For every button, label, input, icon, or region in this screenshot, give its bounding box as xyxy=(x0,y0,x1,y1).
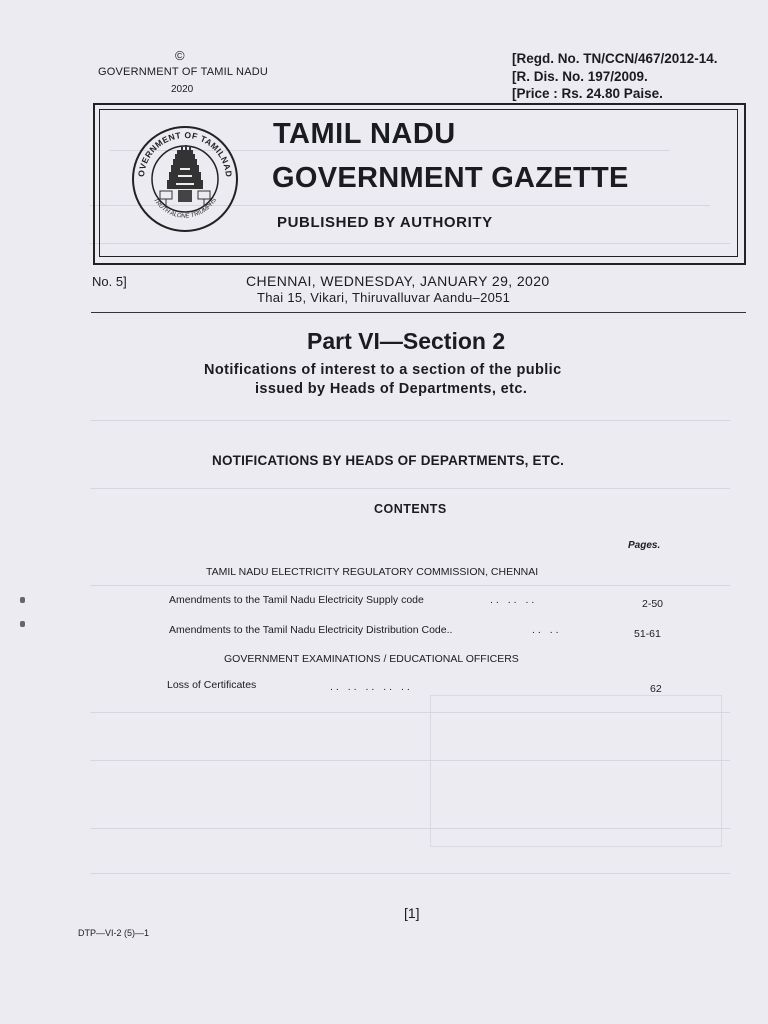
registration-block xyxy=(512,50,718,103)
margin-mark xyxy=(20,597,25,603)
leader-dots: .. .. xyxy=(532,624,562,636)
contents-entry-loss-of-certificates[interactable]: Loss of Certificates xyxy=(167,679,257,691)
part-subtitle-line1: Notifications of interest to a section of the public xyxy=(204,362,562,378)
dtp-code: DTP—VI-2 (5)—1 xyxy=(78,928,150,938)
copyright-symbol: © xyxy=(175,48,185,63)
show-through-rule xyxy=(90,873,730,874)
page-range-distribution-code: 51-61 xyxy=(634,628,661,640)
margin-mark xyxy=(20,621,25,627)
published-by-authority: PUBLISHED BY AUTHORITY xyxy=(277,214,493,231)
svg-text:TRUTH ALONE TRIUMPHS: TRUTH ALONE TRIUMPHS xyxy=(152,197,218,220)
page-number-loss-of-certificates: 62 xyxy=(650,683,662,695)
contents-heading: CONTENTS xyxy=(374,502,447,516)
issue-number: No. 5] xyxy=(92,274,127,289)
notifications-heading: NOTIFICATIONS BY HEADS OF DEPARTMENTS, ETC. xyxy=(212,453,565,468)
regd-number: [Regd. No. TN/CCN/467/2012-14. xyxy=(512,51,718,66)
pages-column-label: Pages. xyxy=(628,540,661,551)
issue-date: CHENNAI, WEDNESDAY, JANUARY 29, 2020 xyxy=(246,273,550,289)
gazette-title-line1: TAMIL NADU xyxy=(273,118,456,150)
contents-section-examinations: GOVERNMENT EXAMINATIONS / EDUCATIONAL OFFICERS xyxy=(224,653,519,665)
page-number: [1] xyxy=(404,905,420,921)
svg-text:GOVERNMENT OF TAMILNADU: OVERNMENT OF TAMILNAD xyxy=(135,129,235,178)
divider-rule xyxy=(91,312,746,313)
leader-dots: .. .. .. xyxy=(490,594,538,606)
emblem-icon xyxy=(130,124,240,234)
r-dis-number: [R. Dis. No. 197/2009. xyxy=(512,68,648,84)
leader-dots: .. .. .. .. .. xyxy=(330,681,413,693)
show-through-rule xyxy=(90,488,730,489)
gazette-title-line2: GOVERNMENT GAZETTE xyxy=(272,162,629,194)
show-through-box xyxy=(430,695,722,847)
show-through-rule xyxy=(90,585,730,586)
government-label: GOVERNMENT OF TAMIL NADU xyxy=(98,66,269,78)
show-through-rule xyxy=(90,420,730,421)
page-range-supply-code: 2-50 xyxy=(642,598,664,610)
contents-entry-distribution-code[interactable]: Amendments to the Tamil Nadu Electricity Distribution Code.. xyxy=(169,624,453,636)
contents-entry-supply-code[interactable]: Amendments to the Tamil Nadu Electricity Supply code xyxy=(169,594,424,606)
price-label: [Price : Rs. 24.80 Paise. xyxy=(512,86,663,101)
state-emblem-seal xyxy=(130,124,240,234)
part-subtitle-line2: issued by Heads of Departments, etc. xyxy=(255,381,528,397)
year-label: 2020 xyxy=(171,84,194,95)
part-title: Part VI—Section 2 xyxy=(307,328,506,354)
contents-section-electricity: TAMIL NADU ELECTRICITY REGULATORY COMMISSION, CHENNAI xyxy=(206,566,539,578)
tamil-calendar-date: Thai 15, Vikari, Thiruvalluvar Aandu–2051 xyxy=(257,290,511,305)
